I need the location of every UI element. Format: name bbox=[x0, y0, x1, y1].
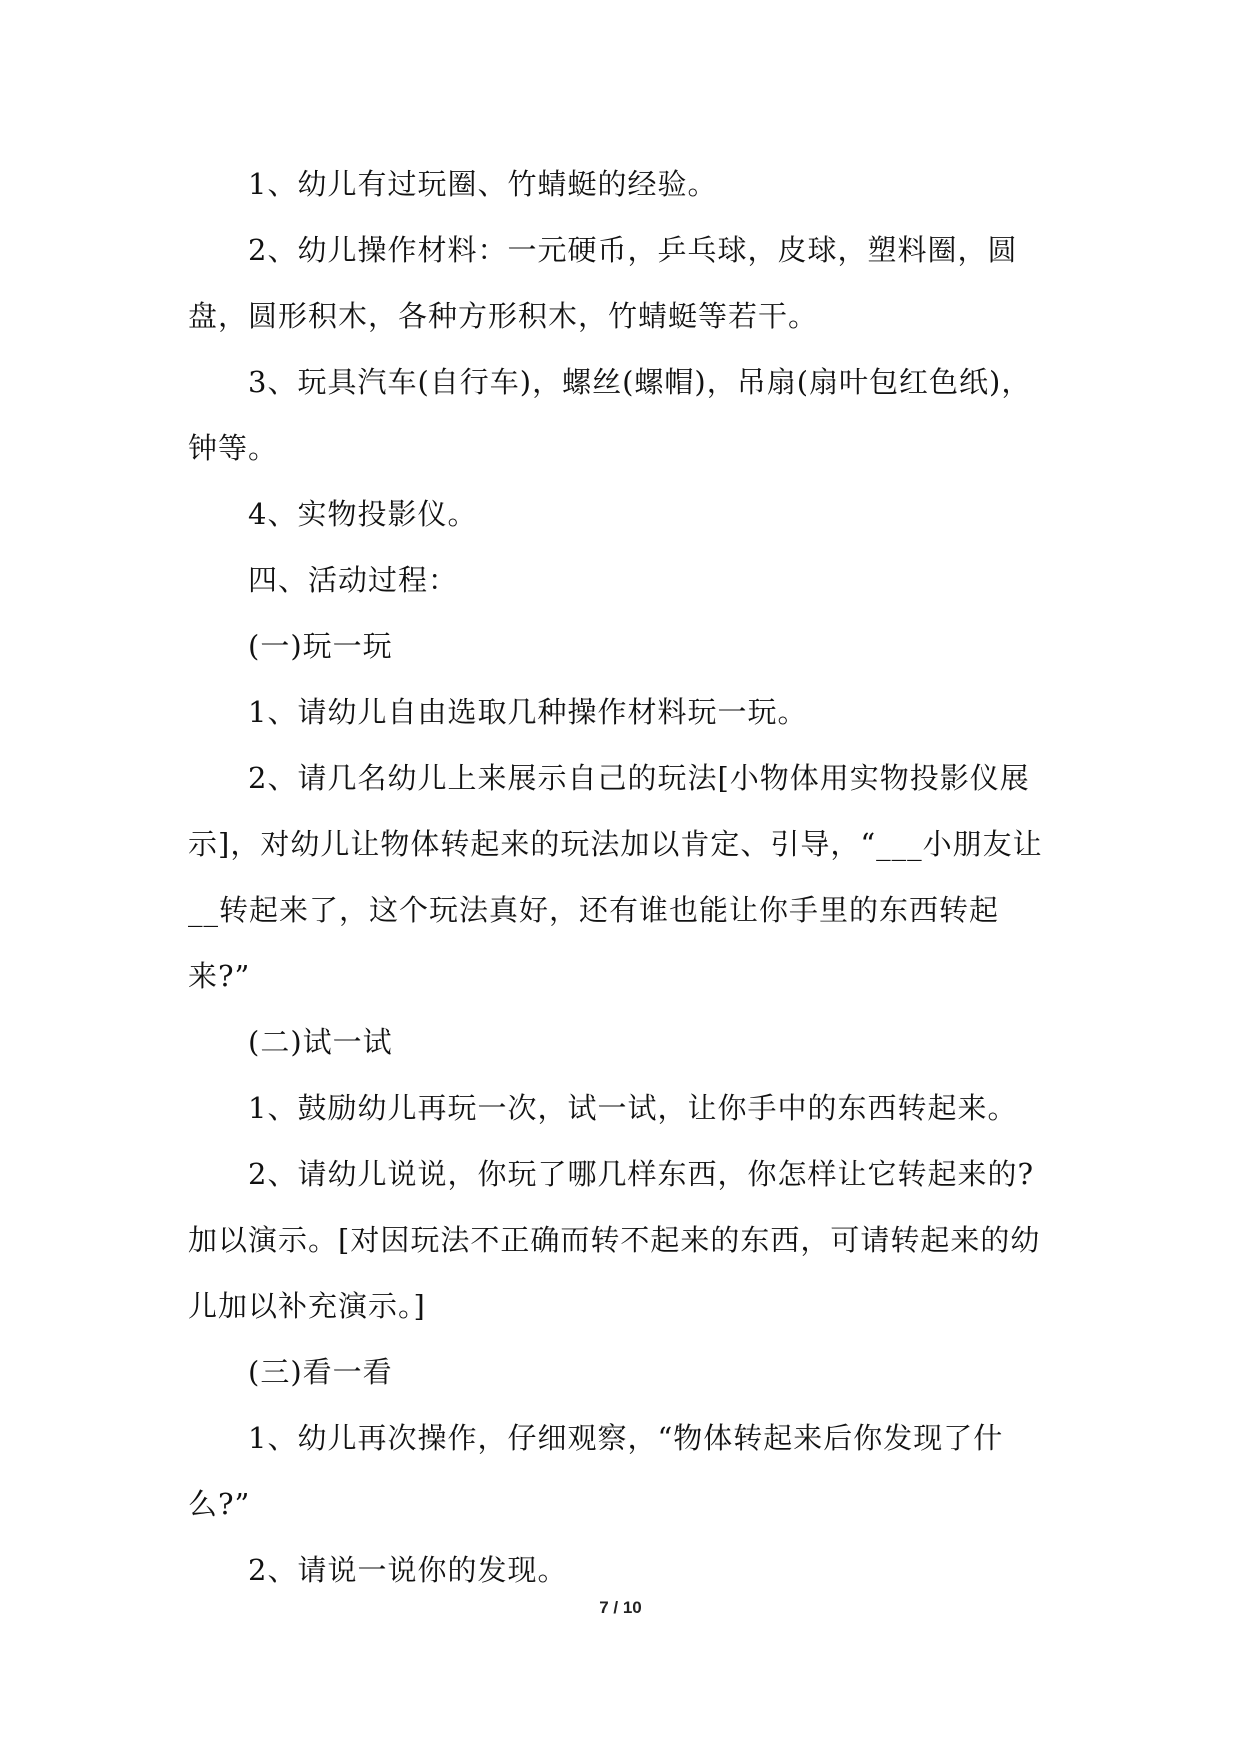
paragraph-6: 2、请几名幼儿上来展示自己的玩法[小物体用实物投影仪展示]，对幼儿让物体转起来的玩法加以肯定、引导，“___小朋友让__转起来了，这个玩法真好，还有谁也能让你手里的东西转起来?” bbox=[188, 761, 1043, 993]
paragraph-8: 2、请幼儿说说，你玩了哪几样东西，你怎样让它转起来的?加以演示。[对因玩法不正确而转不起来的东西，可请转起来的幼儿加以补充演示。] bbox=[188, 1157, 1041, 1323]
paragraph-1: 1、幼儿有过玩圈、竹蜻蜓的经验。 bbox=[248, 167, 718, 201]
page-number: 7 / 10 bbox=[599, 1598, 642, 1617]
paragraph-4: 4、实物投影仪。 bbox=[248, 497, 478, 531]
paragraph-5: 1、请幼儿自由选取几种操作材料玩一玩。 bbox=[248, 695, 808, 729]
document-body bbox=[188, 151, 1054, 1603]
paragraph-3: 3、玩具汽车(自行车)，螺丝(螺帽)，吊扇(扇叶包红色纸)，钟等。 bbox=[188, 365, 1032, 465]
subheading-try: (二)试一试 bbox=[248, 1025, 393, 1059]
subheading-play: (一)玩一玩 bbox=[248, 629, 393, 663]
section-heading-activity-process: 四、活动过程： bbox=[248, 563, 459, 597]
paragraph-7: 1、鼓励幼儿再玩一次，试一试，让你手中的东西转起来。 bbox=[248, 1091, 1018, 1125]
subheading-look: (三)看一看 bbox=[248, 1355, 393, 1389]
paragraph-2: 2、幼儿操作材料：一元硬币，乒乓球，皮球，塑料圈，圆盘，圆形积木，各种方形积木，竹蜻蜓等若干。 bbox=[188, 233, 1018, 333]
paragraph-9: 1、幼儿再次操作，仔细观察，“物体转起来后你发现了什么?” bbox=[188, 1421, 1004, 1521]
paragraph-10: 2、请说一说你的发现。 bbox=[248, 1553, 568, 1587]
